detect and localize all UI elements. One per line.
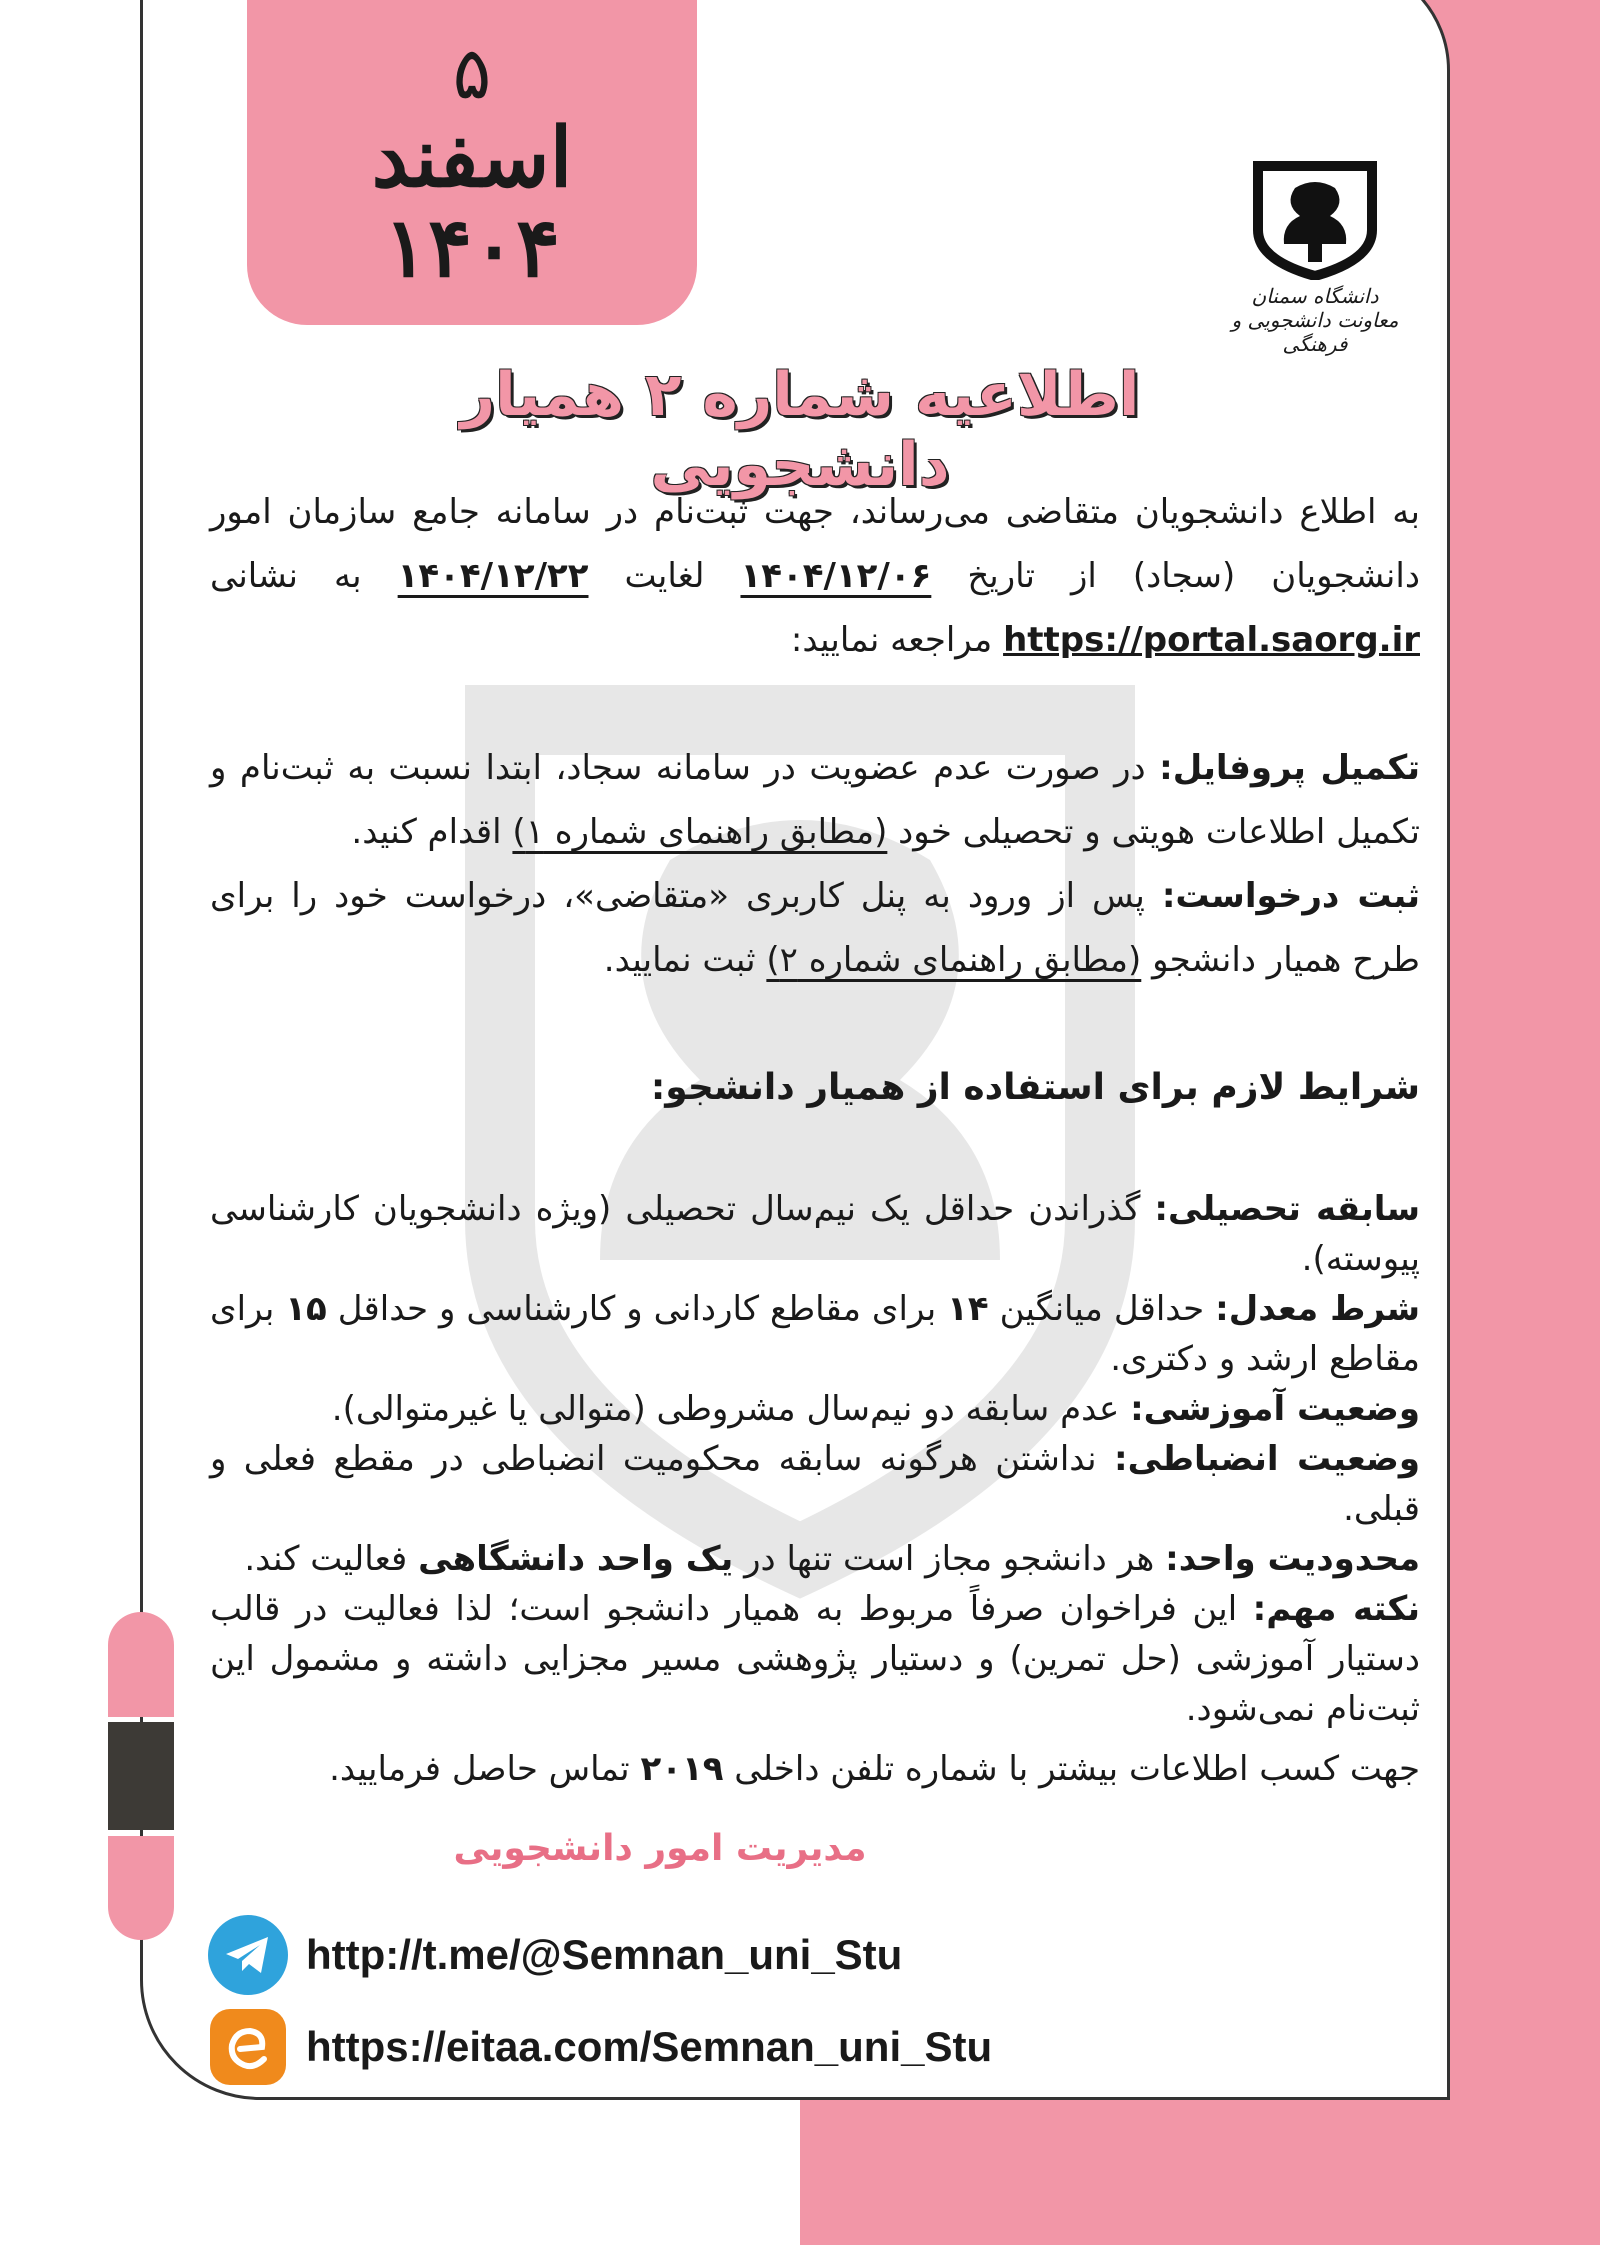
contact-text-2: تماس حاصل فرمایید. — [329, 1749, 641, 1789]
telegram-link-row[interactable] — [208, 1915, 902, 1995]
condition-educational — [210, 1384, 1420, 1434]
condition-label: شرط معدل: — [1215, 1289, 1421, 1329]
profile-paragraph — [210, 736, 1420, 864]
end-date: ۱۴۰۴/۱۲/۲۲ — [397, 556, 589, 596]
pink-right-band — [1440, 0, 1600, 2245]
min-gpa-graduate: ۱۵ — [285, 1289, 327, 1329]
contact-text-1: جهت کسب اطلاعات بیشتر با شماره تلفن داخلی — [723, 1749, 1420, 1789]
telegram-icon — [208, 1915, 288, 1995]
signature: مدیریت امور دانشجویی — [453, 1828, 867, 1869]
university-emblem-icon — [1250, 160, 1380, 280]
eitaa-link-row[interactable] — [208, 2007, 992, 2087]
date-month: اسفند — [371, 109, 573, 206]
condition-unit — [210, 1534, 1420, 1584]
condition-text: نداشتن هرگونه سابقه محکومیت انضباطی در مقطع فعلی و قبلی. — [210, 1439, 1420, 1529]
start-date: ۱۴۰۴/۱۲/۰۶ — [740, 556, 932, 596]
eitaa-url[interactable]: https://eitaa.com/Semnan_uni_Stu — [306, 2023, 993, 2070]
intro-text-3: به نشانی — [210, 556, 398, 596]
condition-label: وضعیت آموزشی: — [1130, 1389, 1420, 1429]
telegram-url[interactable]: http://t.me/@Semnan_uni_Stu — [306, 1931, 903, 1978]
condition-label: محدودیت واحد: — [1165, 1539, 1420, 1579]
profile-guide-link[interactable]: (مطابق راهنمای شماره ۱) — [512, 812, 888, 852]
condition-gpa — [210, 1284, 1420, 1384]
condition-label: وضعیت انضباطی: — [1113, 1439, 1421, 1479]
side-tab-bottom — [108, 1836, 174, 1940]
condition-text: برای مقاطع کاردانی و کارشناسی و حداقل — [326, 1289, 948, 1329]
announcement-body — [210, 480, 1420, 1794]
condition-disciplinary — [210, 1434, 1420, 1534]
date-day: ۵ — [452, 30, 492, 115]
condition-text: برای مقاطع ارشد و دکتری. — [210, 1289, 1420, 1379]
profile-label: تکمیل پروفایل: — [1159, 748, 1421, 788]
request-guide-link[interactable]: (مطابق راهنمای شماره ۲) — [766, 940, 1142, 980]
request-text: پس از ورود به پنل کاربری «متقاضی»، درخواست خود را برای طرح همیار دانشجو — [210, 876, 1420, 980]
condition-emphasis: یک واحد دانشگاهی — [418, 1539, 734, 1579]
university-logo — [1220, 160, 1410, 370]
profile-end: اقدام کنید. — [351, 812, 513, 852]
eitaa-icon — [208, 2007, 288, 2087]
intro-text-1: به اطلاع دانشجویان متقاضی می‌رساند، جهت ثبت‌نام در سامانه جامع سازمان امور دانشجویان (سجاد) از تاریخ — [210, 492, 1420, 596]
condition-text: عدم سابقه دو نیم‌سال مشروطی (متوالی یا غیرمتوالی). — [331, 1389, 1131, 1429]
request-end: ثبت نمایید. — [603, 940, 767, 980]
condition-text: این فراخوان صرفاً مربوط به همیار دانشجو است؛ لذا فعالیت در قالب دستیار آموزشی (حل تمرین) و دستیار پژوهشی مسیر مجزایی داشته و مشمول این ثبت‌نام نمی‌شود. — [210, 1589, 1420, 1729]
side-tab-top — [108, 1612, 174, 1717]
request-paragraph — [210, 864, 1420, 992]
condition-text: هر دانشجو مجاز است تنها در — [733, 1539, 1166, 1579]
intro-paragraph — [210, 480, 1420, 672]
condition-label: سابقه تحصیلی: — [1154, 1189, 1421, 1229]
portal-link[interactable]: https://portal.saorg.ir — [1003, 620, 1420, 660]
university-name: دانشگاه سمنان — [1251, 284, 1379, 308]
conditions-heading: شرایط لازم برای استفاده از همیار دانشجو: — [650, 1067, 1420, 1108]
condition-text: گذراندن حداقل یک نیم‌سال تحصیلی (ویژه دانشجویان کارشناسی پیوسته). — [210, 1189, 1420, 1279]
announcement-title: اطلاعیه شماره ۲ همیار دانشجویی — [460, 360, 1140, 500]
phone-extension: ۲۰۱۹ — [640, 1749, 724, 1789]
side-tab-middle — [108, 1722, 174, 1830]
condition-label: نکته مهم: — [1252, 1589, 1420, 1629]
condition-academic — [210, 1184, 1420, 1284]
date-box — [247, 0, 697, 325]
profile-text: در صورت عدم عضویت در سامانه سجاد، ابتدا نسبت به ثبت‌نام و تکمیل اطلاعات هویتی و تحصیلی خود — [210, 748, 1420, 852]
intro-text-2: لغایت — [588, 556, 741, 596]
intro-text-4: مراجعه نمایید: — [790, 620, 1004, 660]
condition-important-note — [210, 1584, 1420, 1734]
condition-text: فعالیت کند. — [244, 1539, 419, 1579]
department-name: معاونت دانشجویی و فرهنگی — [1231, 308, 1399, 356]
contact-line — [210, 1744, 1420, 1794]
condition-text: حداقل میانگین — [988, 1289, 1216, 1329]
min-gpa-bachelor: ۱۴ — [947, 1289, 989, 1329]
request-label: ثبت درخواست: — [1161, 876, 1420, 916]
date-year: ۱۴۰۴ — [383, 199, 561, 296]
